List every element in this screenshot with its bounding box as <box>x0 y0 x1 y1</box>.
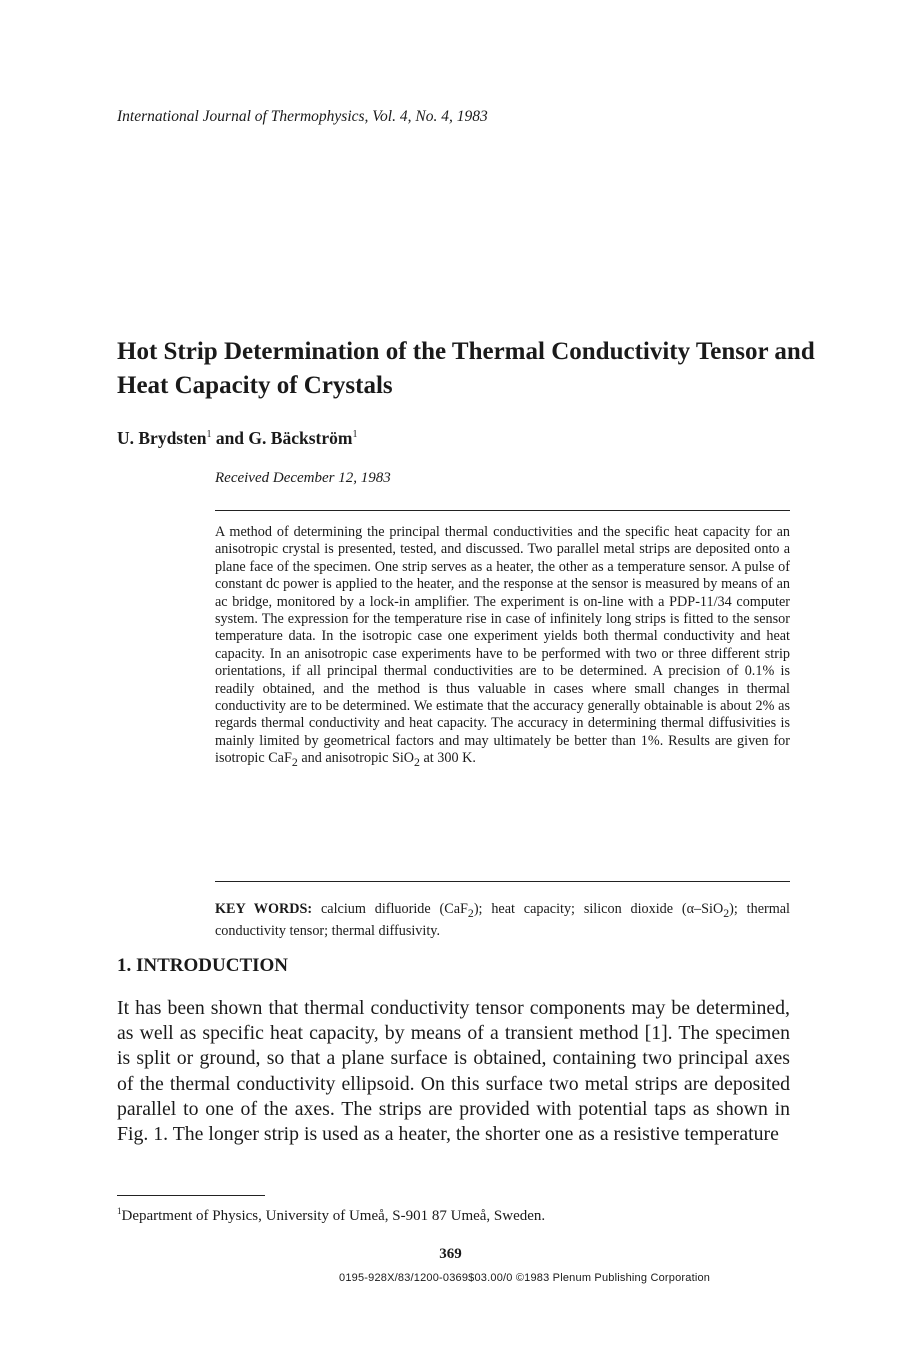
journal-citation: International Journal of Thermophysics, Vol. 4, No. 4, 1983 <box>117 108 488 125</box>
abstract <box>215 524 790 772</box>
keywords: KEY WORDS: calcium difluoride (CaF$_2$); heat capacity; silicon dioxide (α–SiO$_2$); thermal conductivity tensor; thermal diffusivity. <box>215 901 790 939</box>
footnote-rule <box>117 1195 265 1196</box>
author-line <box>117 428 357 449</box>
abstract-text: A method of determining the principal thermal conductivities and the specific heat capacity for an anisotropic crystal is presented, tested, and discussed. Two parallel metal strips are deposited onto a plane face of the specimen. One strip serves as a heater, the other as a temperature sensor. A pulse of constant dc power is applied to the heater, and the response at the sensor is measured by means of an ac bridge, monitored by a lock-in amplifier. The experiment is on-line with a PDP-11/34 computer system. The expression for the temperature rise in case of infinitely long strips is fitted to the sensor temperature data. In the isotropic case one experiment yields both thermal conductivity and heat capacity. In an anisotropic case experiments have to be performed with two or three different strip orientations, if all principal thermal conductivities are to be determined. A precision of 0.1% is readily obtained, and the method is thus valuable in cases where small changes in thermal conductivity are to be determined. We estimate that the accuracy generally obtainable is about 2% as regards thermal conductivity and heat capacity. The accuracy in determining thermal diffusivities is mainly limited by geometrical factors and may ultimately be better than 1%. Results are given for isotropic CaF$_2$ and anisotropic SiO$_2$ at 300 K. <box>215 524 790 770</box>
footnote <box>117 1206 545 1225</box>
abstract-bottom-rule <box>215 881 790 882</box>
section-heading: 1. INTRODUCTION <box>117 955 289 976</box>
abstract-top-rule <box>215 510 790 511</box>
author-name: G. Bäckström <box>248 428 353 448</box>
author-conjunction: and <box>211 428 249 448</box>
footnote-text: Department of Physics, University of Umeå, S-901 87 Umeå, Sweden. <box>121 1208 546 1224</box>
article-title: Hot Strip Determination of the Thermal Conductivity Tensor and Heat Capacity of Crystals <box>117 338 815 399</box>
affiliation-mark: 1 <box>206 429 212 440</box>
keywords-label: KEY WORDS: <box>215 901 313 917</box>
page-number: 369 <box>439 1246 462 1262</box>
introduction-body <box>117 996 790 1147</box>
affiliation-mark: 1 <box>352 429 358 440</box>
received-date: Received December 12, 1983 <box>215 470 391 486</box>
copyright-line: 0195-928X/83/1200-0369$03.00/0 ©1983 Plenum Publishing Corporation <box>339 1272 711 1284</box>
footnote-mark: 1 <box>117 1206 122 1216</box>
introduction-paragraph: It has been shown that thermal conductivity tensor components may be determined, as well as specific heat capacity, by means of a transient method [1]. The specimen is split or ground, so that a plane surface is obtained, containing two principal axes of the thermal conductivity ellipsoid. On this surface two metal strips are deposited parallel to one of the axes. The strips are provided with potential taps as shown in Fig. 1. The longer strip is used as a heater, the shorter one as a resistive temperature <box>117 997 790 1146</box>
author-name: U. Brydsten <box>117 428 207 448</box>
